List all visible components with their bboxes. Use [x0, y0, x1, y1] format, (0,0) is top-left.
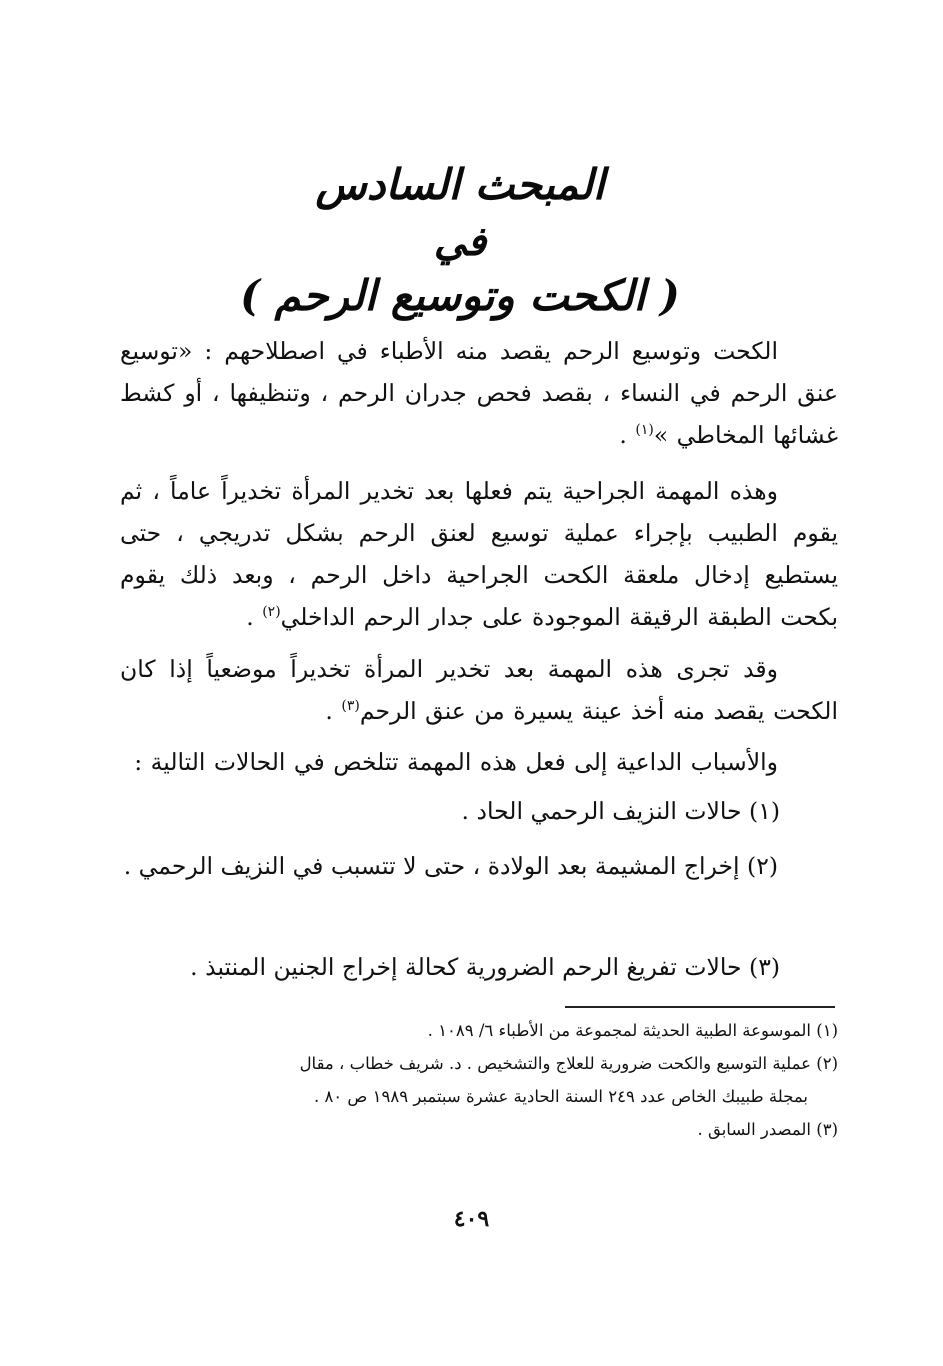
paragraph-text: الكحت وتوسيع الرحم يقصد منه الأطباء في اصطلاحهم : «توسيع عنق الرحم في النساء ، بقصد فحص جدران الرحم ، وتنظيفها ، أو كشط غشائها المخاطي »	[120, 337, 838, 449]
paragraph-end: .	[619, 421, 636, 449]
list-item: (١) حالات النزيف الرحمي الحاد .	[461, 797, 780, 825]
footnotes	[120, 1014, 838, 1146]
footnote-2-continued: بمجلة طبيبك الخاص عدد ٢٤٩ السنة الحادية عشرة سبتمبر ١٩٨٩ ص ٨٠ .	[313, 1087, 808, 1106]
paragraph-end: .	[325, 697, 342, 725]
list-item: (٢) إخراج المشيمة بعد الولادة ، حتى لا تتسبب في النزيف الرحمي .	[123, 852, 778, 880]
footnote-separator	[565, 1006, 835, 1008]
section-title-connector: في	[433, 218, 487, 265]
paragraph-reasons	[120, 741, 838, 783]
paragraph-end: .	[246, 603, 263, 631]
paragraph-text: وقد تجرى هذه المهمة بعد تخدير المرأة تخديراً موضعياً إذا كان الكحت يقصد منه أخذ عينة يسيرة من عنق الرحم	[120, 655, 838, 725]
footnote-3: (٣) المصدر السابق .	[697, 1120, 838, 1139]
section-subject-title: ( الكحت وتوسيع الرحم )	[240, 271, 680, 320]
page-number: ٤٠٩	[453, 1206, 490, 1232]
footnote-2: (٢) عملية التوسيع والكحت ضرورية للعلاج والتشخيص . د. شريف خطاب ، مقال	[299, 1054, 838, 1073]
footnote-ref-1: (١)	[635, 422, 654, 439]
list-item: (٣) حالات تفريغ الرحم الضرورية كحالة إخراج الجنين المنتبذ .	[190, 953, 780, 981]
section-title: المبحث السادس	[315, 160, 605, 209]
paragraph-local-anesthesia	[120, 648, 838, 732]
paragraph-text: والأسباب الداعية إلى فعل هذه المهمة تتلخص في الحالات التالية :	[134, 748, 778, 776]
footnote-ref-2: (٢)	[262, 604, 281, 621]
paragraph-procedure	[120, 470, 838, 638]
paragraph-definition	[120, 330, 838, 456]
paragraph-text: وهذه المهمة الجراحية يتم فعلها بعد تخدير المرأة تخديراً عاماً ، ثم يقوم الطبيب بإجراء عملية توسيع لعنق الرحم بشكل تدريجي ، حتى يستطيع إدخال ملعقة الكحت الجراحية داخل الرحم ، وبعد ذلك يقوم بكحت الطبقة الرقيقة الموجودة على جدار الرحم الداخلي	[120, 477, 838, 631]
footnote-ref-3: (٣)	[341, 698, 360, 715]
footnote-1: (١) الموسوعة الطبية الحديثة لمجموعة من الأطباء ٦/ ١٠٨٩ .	[427, 1021, 838, 1040]
